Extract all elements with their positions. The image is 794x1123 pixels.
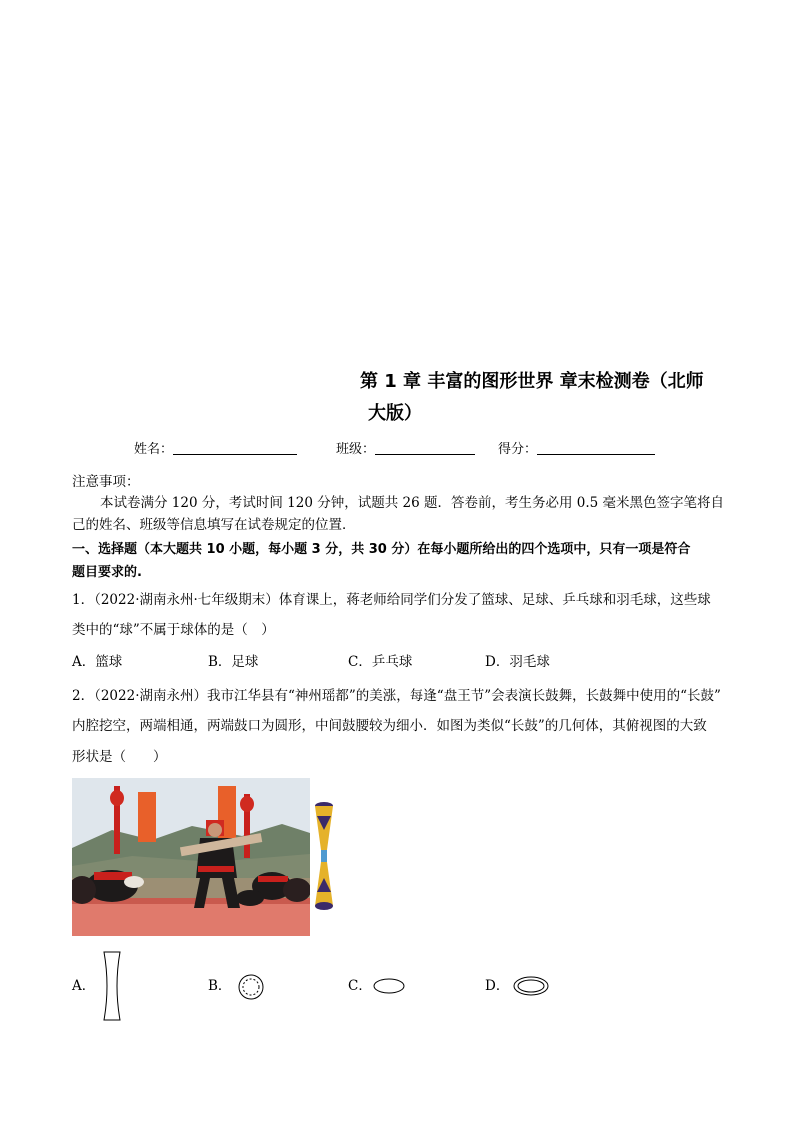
- notice-heading: 注意事项：: [72, 474, 140, 490]
- q2-line-1: 2．（2022·湖南永州）我市江华县有“神州瑶都”的美涨，每逢“盘王节”会表演长鼓舞，长鼓舞中使用的“长鼓”: [72, 688, 721, 704]
- q2-line-3: 形状是（ ）: [72, 749, 167, 765]
- name-field[interactable]: [134, 440, 297, 460]
- long-drum-dance-photo: [72, 778, 310, 936]
- name-blank[interactable]: [173, 440, 297, 455]
- q2-option-b[interactable]: B．: [208, 978, 232, 994]
- score-field[interactable]: [498, 440, 655, 460]
- score-label: 得分：: [498, 442, 538, 457]
- q2-option-d[interactable]: D．: [485, 978, 510, 994]
- class-blank[interactable]: [375, 440, 475, 455]
- q1-option-c[interactable]: C．乒乓球: [348, 654, 413, 670]
- page-title: [360, 366, 730, 430]
- section-heading-line-2: 题目要求的.: [72, 565, 142, 580]
- q2-option-a[interactable]: A．: [72, 978, 96, 994]
- q2-option-c[interactable]: C．: [348, 978, 372, 994]
- title-line-1: 第 1 章 丰富的图形世界 章末检测卷（北师: [360, 371, 704, 392]
- option-d-double-ellipse-shape[interactable]: [512, 975, 550, 1001]
- title-line-2: 大版）: [368, 403, 422, 424]
- q1-option-b[interactable]: B．足球: [208, 654, 259, 670]
- option-a-drum-shape[interactable]: [102, 950, 122, 1026]
- q1-line-2: 类中的“球”不属于球体的是（ ）: [72, 622, 275, 638]
- option-b-circle-shape[interactable]: [237, 973, 265, 1005]
- name-label: 姓名：: [134, 442, 174, 457]
- option-c-ellipse-shape[interactable]: [372, 976, 406, 1000]
- q2-line-2: 内腔挖空，两端相通，两端鼓口为圆形，中间鼓腰较为细小．如图为类似“长鼓”的几何体，其俯视图的大致: [72, 718, 707, 734]
- class-label: 班级：: [336, 442, 376, 457]
- long-drum-figure: [313, 800, 335, 912]
- class-field[interactable]: [336, 440, 475, 460]
- q1-option-d[interactable]: D．羽毛球: [485, 654, 550, 670]
- q1-line-1: 1．（2022·湖南永州·七年级期末）体育课上，蒋老师给同学们分发了篮球、足球、乒乓球和羽毛球，这些球: [72, 592, 711, 608]
- score-blank[interactable]: [537, 440, 655, 455]
- q1-option-a[interactable]: A．篮球: [72, 654, 123, 670]
- notice-line-2: 己的姓名、班级等信息填写在试卷规定的位置．: [72, 517, 356, 533]
- notice-line-1: 本试卷满分 120 分，考试时间 120 分钟，试题共 26 题．答卷前，考生务必用 0.5 毫米黑色签字笔将自: [100, 495, 725, 511]
- section-heading-line-1: 一、选择题（本大题共 10 小题，每小题 3 分，共 30 分）在每小题所给出的四个选项中，只有一项是符合: [72, 542, 691, 557]
